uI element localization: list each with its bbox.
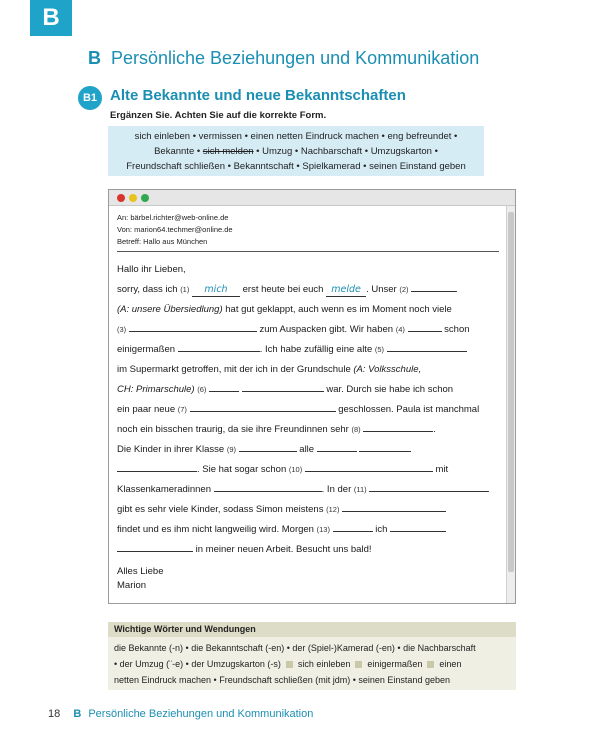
section-badge: B1 — [78, 86, 102, 110]
word-bank-text: Bekannte • — [154, 146, 201, 157]
gap-8-blank[interactable] — [363, 420, 433, 432]
gap-5-blank[interactable] — [387, 340, 467, 352]
gap-number: (4) — [395, 325, 405, 334]
footer-chapter-title: Persönliche Beziehungen und Kommunikation — [88, 708, 314, 720]
text: geschlossen. Paula ist manchmal — [338, 404, 480, 415]
vertical-scrollbar[interactable] — [506, 206, 515, 603]
gap-9-blank[interactable] — [239, 440, 297, 452]
exercise-instruction: Ergänzen Sie. Achten Sie auf die korrekte Form. — [110, 110, 327, 121]
gap-1-answer-part2[interactable]: melde — [326, 284, 366, 297]
text-line — [117, 520, 503, 540]
word-bank-line-1: sich einleben • vermissen • einen netten Eindruck machen • eng befreundet • — [134, 131, 458, 142]
text: schon — [444, 324, 470, 335]
text: Klassenkameradinnen — [117, 484, 212, 495]
text-line — [117, 320, 503, 340]
text-line — [117, 360, 503, 380]
email-subject: Betreff: Hallo aus München — [117, 237, 208, 246]
chapter-corner-tab: B — [30, 0, 72, 36]
text: . — [433, 424, 436, 435]
word-bank-line-2 — [108, 144, 484, 159]
vocabulary-line — [114, 656, 510, 672]
vocabulary-line: die Bekannte (-n) • die Bekanntschaft (-en) • der (Spiel-)Kamerad (-en) • die Nachbarschaft — [114, 643, 476, 653]
text: . Ich habe zufällig eine alte — [259, 344, 373, 355]
page-number: 18 — [48, 708, 61, 720]
regional-note: (A: unsere Übersiedlung) — [117, 304, 223, 315]
gap-10-blank-part2[interactable] — [214, 480, 322, 492]
vocab-text: einen — [439, 659, 462, 669]
text-line — [117, 460, 503, 480]
gap-number: (8) — [351, 425, 361, 434]
gap-9-blank-part2[interactable] — [317, 440, 357, 452]
chapter-title: Persönliche Beziehungen und Kommunikation — [111, 48, 480, 68]
gap-10-blank[interactable] — [305, 460, 433, 472]
gap-1-answer[interactable]: mich — [192, 284, 240, 297]
text-line — [117, 380, 503, 400]
gap-number: (5) — [374, 345, 385, 354]
word-bank-text: • Umzug • Nachbarschaft • Umzugskarton • — [256, 146, 438, 157]
gap-13-blank-part3[interactable] — [117, 540, 193, 552]
gap-9-blank-part3[interactable] — [359, 440, 411, 452]
text: findet und es ihm nicht langweilig wird. Morgen — [117, 524, 314, 535]
page-footer — [48, 708, 313, 720]
vocabulary-title: Wichtige Wörter und Wendungen — [108, 622, 516, 637]
gap-4-blank[interactable] — [408, 320, 442, 332]
text-line — [117, 440, 503, 460]
gap-13-blank-part2[interactable] — [390, 520, 446, 532]
gap-number: (12) — [326, 505, 340, 514]
gap-number: (13) — [316, 525, 330, 534]
email-body — [117, 260, 503, 592]
gap-6-blank[interactable] — [209, 380, 239, 392]
text: Die Kinder in ihrer Klasse — [117, 444, 225, 455]
gap-number: (7) — [177, 405, 187, 414]
text: zum Auspacken gibt. Wir haben — [259, 324, 394, 335]
text: in meiner neuen Arbeit. Besucht uns bald! — [195, 544, 372, 555]
struck-word: sich melden — [202, 146, 254, 157]
vocabulary-box — [108, 622, 516, 690]
regional-note: CH: Primarschule) — [117, 384, 195, 395]
text: gibt es sehr viele Kinder, sodass Simon meistens — [117, 504, 324, 515]
gap-9-blank-part4[interactable] — [117, 460, 197, 472]
text: einigermaßen — [117, 344, 176, 355]
gap-3-blank[interactable] — [129, 320, 257, 332]
email-content — [117, 212, 503, 592]
text: im Supermarkt getroffen, mit der ich in der Grundschule — [117, 364, 351, 375]
section-title: Alte Bekannte und neue Bekanntschaften — [110, 87, 406, 104]
gap-13-blank[interactable] — [333, 520, 373, 532]
gap-7-blank[interactable] — [190, 400, 336, 412]
vocab-text: • der Umzug (¨-e) • der Umzugskarton (-s) — [114, 659, 281, 669]
gap-2-blank[interactable] — [411, 280, 457, 292]
text-line — [117, 400, 503, 420]
text: alle — [299, 444, 315, 455]
text: hat gut geklappt, auch wenn es im Moment noch viele — [225, 304, 452, 315]
text: erst heute bei euch — [242, 284, 324, 295]
vocab-text: einigermaßen — [367, 659, 423, 669]
text: mit — [435, 464, 449, 475]
maximize-window-icon[interactable] — [141, 194, 149, 202]
gap-number: (9) — [226, 445, 236, 454]
minimize-window-icon[interactable] — [129, 194, 137, 202]
text-line — [117, 540, 503, 560]
gap-11-blank[interactable] — [369, 480, 489, 492]
gap-6-blank-part2[interactable] — [242, 380, 324, 392]
scrollbar-thumb[interactable] — [508, 212, 514, 572]
signature: Marion — [117, 580, 147, 591]
text-line — [117, 340, 503, 360]
header-divider — [117, 251, 499, 252]
text-line — [117, 280, 503, 300]
gap-number: (6) — [197, 385, 207, 394]
email-to: An: bärbel.richter@web-online.de — [117, 213, 229, 222]
greeting: Hallo ihr Lieben, — [117, 264, 186, 275]
gap-number: (10) — [288, 465, 303, 474]
text-line — [117, 300, 503, 320]
gap-number: (11) — [353, 485, 367, 494]
square-bullet-icon — [355, 661, 362, 668]
chapter-letter: B — [88, 48, 101, 68]
text-line — [117, 500, 503, 520]
vocabulary-list — [108, 637, 516, 688]
text: war. Durch sie habe ich schon — [326, 384, 454, 395]
gap-12-blank[interactable] — [342, 500, 446, 512]
window-titlebar — [109, 190, 515, 206]
word-bank-line-3: Freundschaft schließen • Bekanntschaft • Spielkamerad • seinen Einstand geben — [126, 161, 466, 172]
email-from: Von: marion64.techmer@online.de — [117, 225, 233, 234]
text: ein paar neue — [117, 404, 176, 415]
text: sorry, dass ich — [117, 284, 178, 295]
text: noch ein bisschen traurig, da sie ihre Freundinnen sehr — [117, 424, 349, 435]
closing: Alles Liebe — [117, 566, 164, 577]
close-window-icon[interactable] — [117, 194, 125, 202]
gap-4-blank-part2[interactable] — [178, 340, 260, 352]
gap-number: (1) — [180, 285, 190, 294]
square-bullet-icon — [286, 661, 293, 668]
email-window — [108, 189, 516, 604]
text: . Sie hat sogar schon — [197, 464, 287, 475]
text-line — [117, 420, 503, 440]
word-bank — [108, 126, 484, 176]
footer-chapter-letter: B — [73, 708, 82, 720]
vocab-text: sich einleben — [297, 659, 351, 669]
chapter-heading — [88, 48, 479, 69]
text: ich — [375, 524, 388, 535]
text: . Unser — [366, 284, 397, 295]
gap-number: (2) — [399, 285, 409, 294]
text-line — [117, 480, 503, 500]
square-bullet-icon — [427, 661, 434, 668]
regional-note: (A: Volksschule, — [353, 364, 422, 375]
gap-number: (3) — [117, 325, 127, 334]
text: . In der — [321, 484, 352, 495]
vocabulary-line: netten Eindruck machen • Freundschaft schließen (mit jdm) • seinen Einstand geben — [114, 675, 450, 685]
